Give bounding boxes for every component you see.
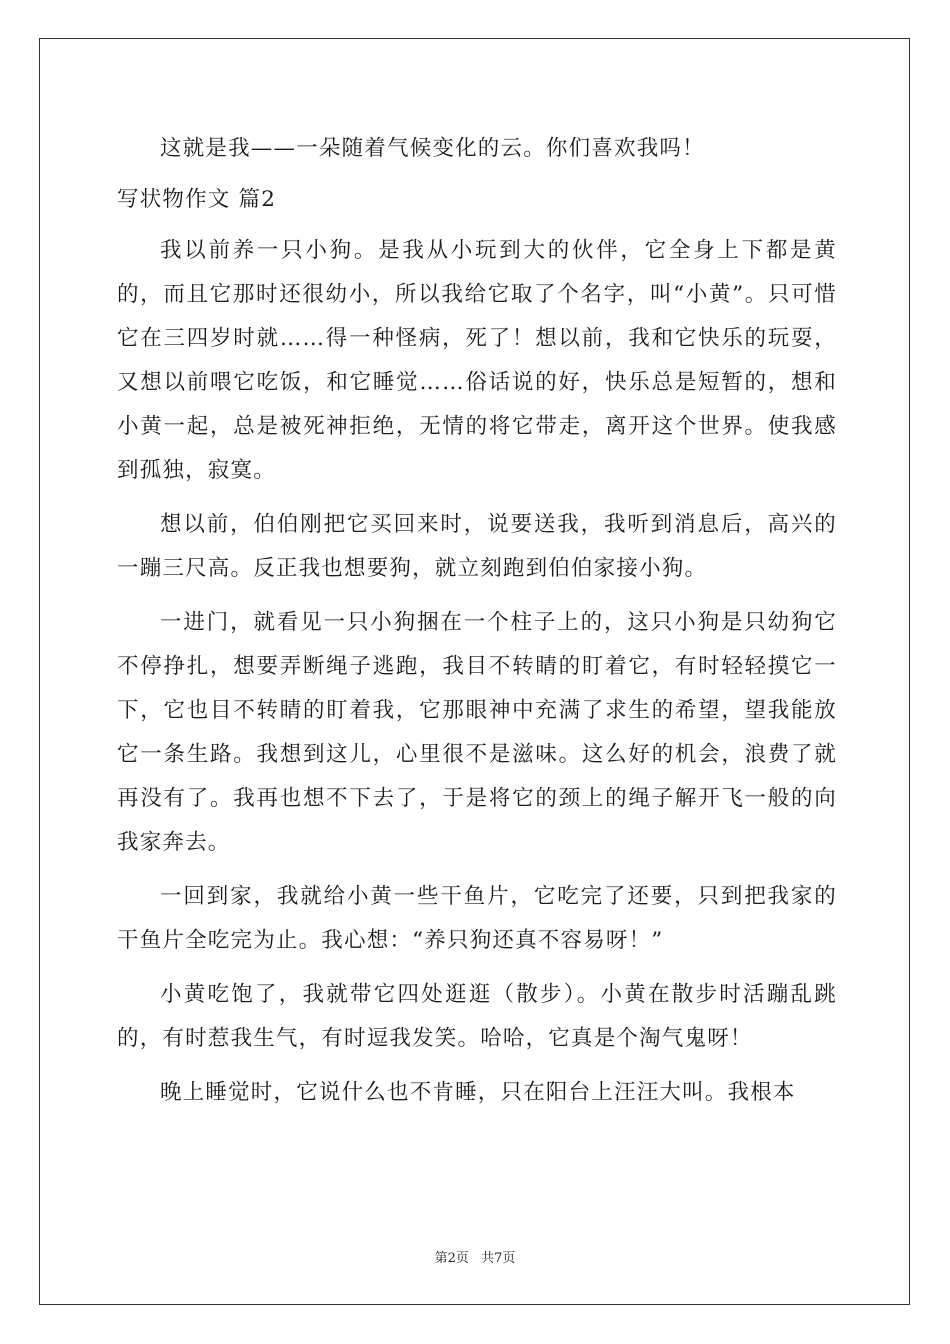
page-total: 共7页 — [481, 1251, 516, 1266]
section-heading: 写状物作文 篇2 — [117, 187, 277, 212]
paragraph: 晚上睡觉时，它说什么也不肯睡，只在阳台上汪汪大叫。我根本 — [160, 1080, 796, 1105]
paragraph: 一回到家，我就给小黄一些干鱼片，它吃完了还要，只到把我家的干鱼片全吃完为止。我心想：“养只狗还真不容易呀！” — [117, 884, 837, 953]
document-body — [117, 127, 837, 1125]
paragraph-intro: 这就是我——一朵随着气候变化的云。你们喜欢我吗！ — [160, 136, 705, 161]
paragraph: 想以前，伯伯刚把它买回来时，说要送我，我听到消息后，高兴的一蹦三尺高。反正我也想要狗，就立刻跑到伯伯家接小狗。 — [117, 512, 837, 581]
paragraph: 小黄吃饱了，我就带它四处逛逛（散步）。小黄在散步时活蹦乱跳的，有时惹我生气，有时逗我发笑。哈哈，它真是个淘气鬼呀！ — [117, 982, 837, 1051]
paragraph: 一进门，就看见一只小狗捆在一个柱子上的，这只小狗是只幼狗它不停挣扎，想要弄断绳子逃跑，我目不转睛的盯着它，有时轻轻摸它一下，它也目不转睛的盯着我，它那眼神中充满了求生的希望，望我能放它一条生路。我想到这儿，心里很不是滋味。这么好的机会，浪费了就再没有了。我再也想不下去了，于是将它的颈上的绳子解开飞一般的向我家奔去。 — [117, 610, 837, 855]
page-footer — [0, 1247, 950, 1266]
page-number: 第2页 — [434, 1251, 469, 1266]
paragraph: 我以前养一只小狗。是我从小玩到大的伙伴，它全身上下都是黄的，而且它那时还很幼小，所以我给它取了个名字，叫“小黄”。只可惜它在三四岁时就……得一种怪病，死了！想以前，我和它快乐的玩耍，又想以前喂它吃饭，和它睡觉……俗话说的好，快乐总是短暂的，想和小黄一起，总是被死神拒绝，无情的将它带走，离开这个世界。使我感到孤独，寂寞。 — [117, 238, 837, 483]
